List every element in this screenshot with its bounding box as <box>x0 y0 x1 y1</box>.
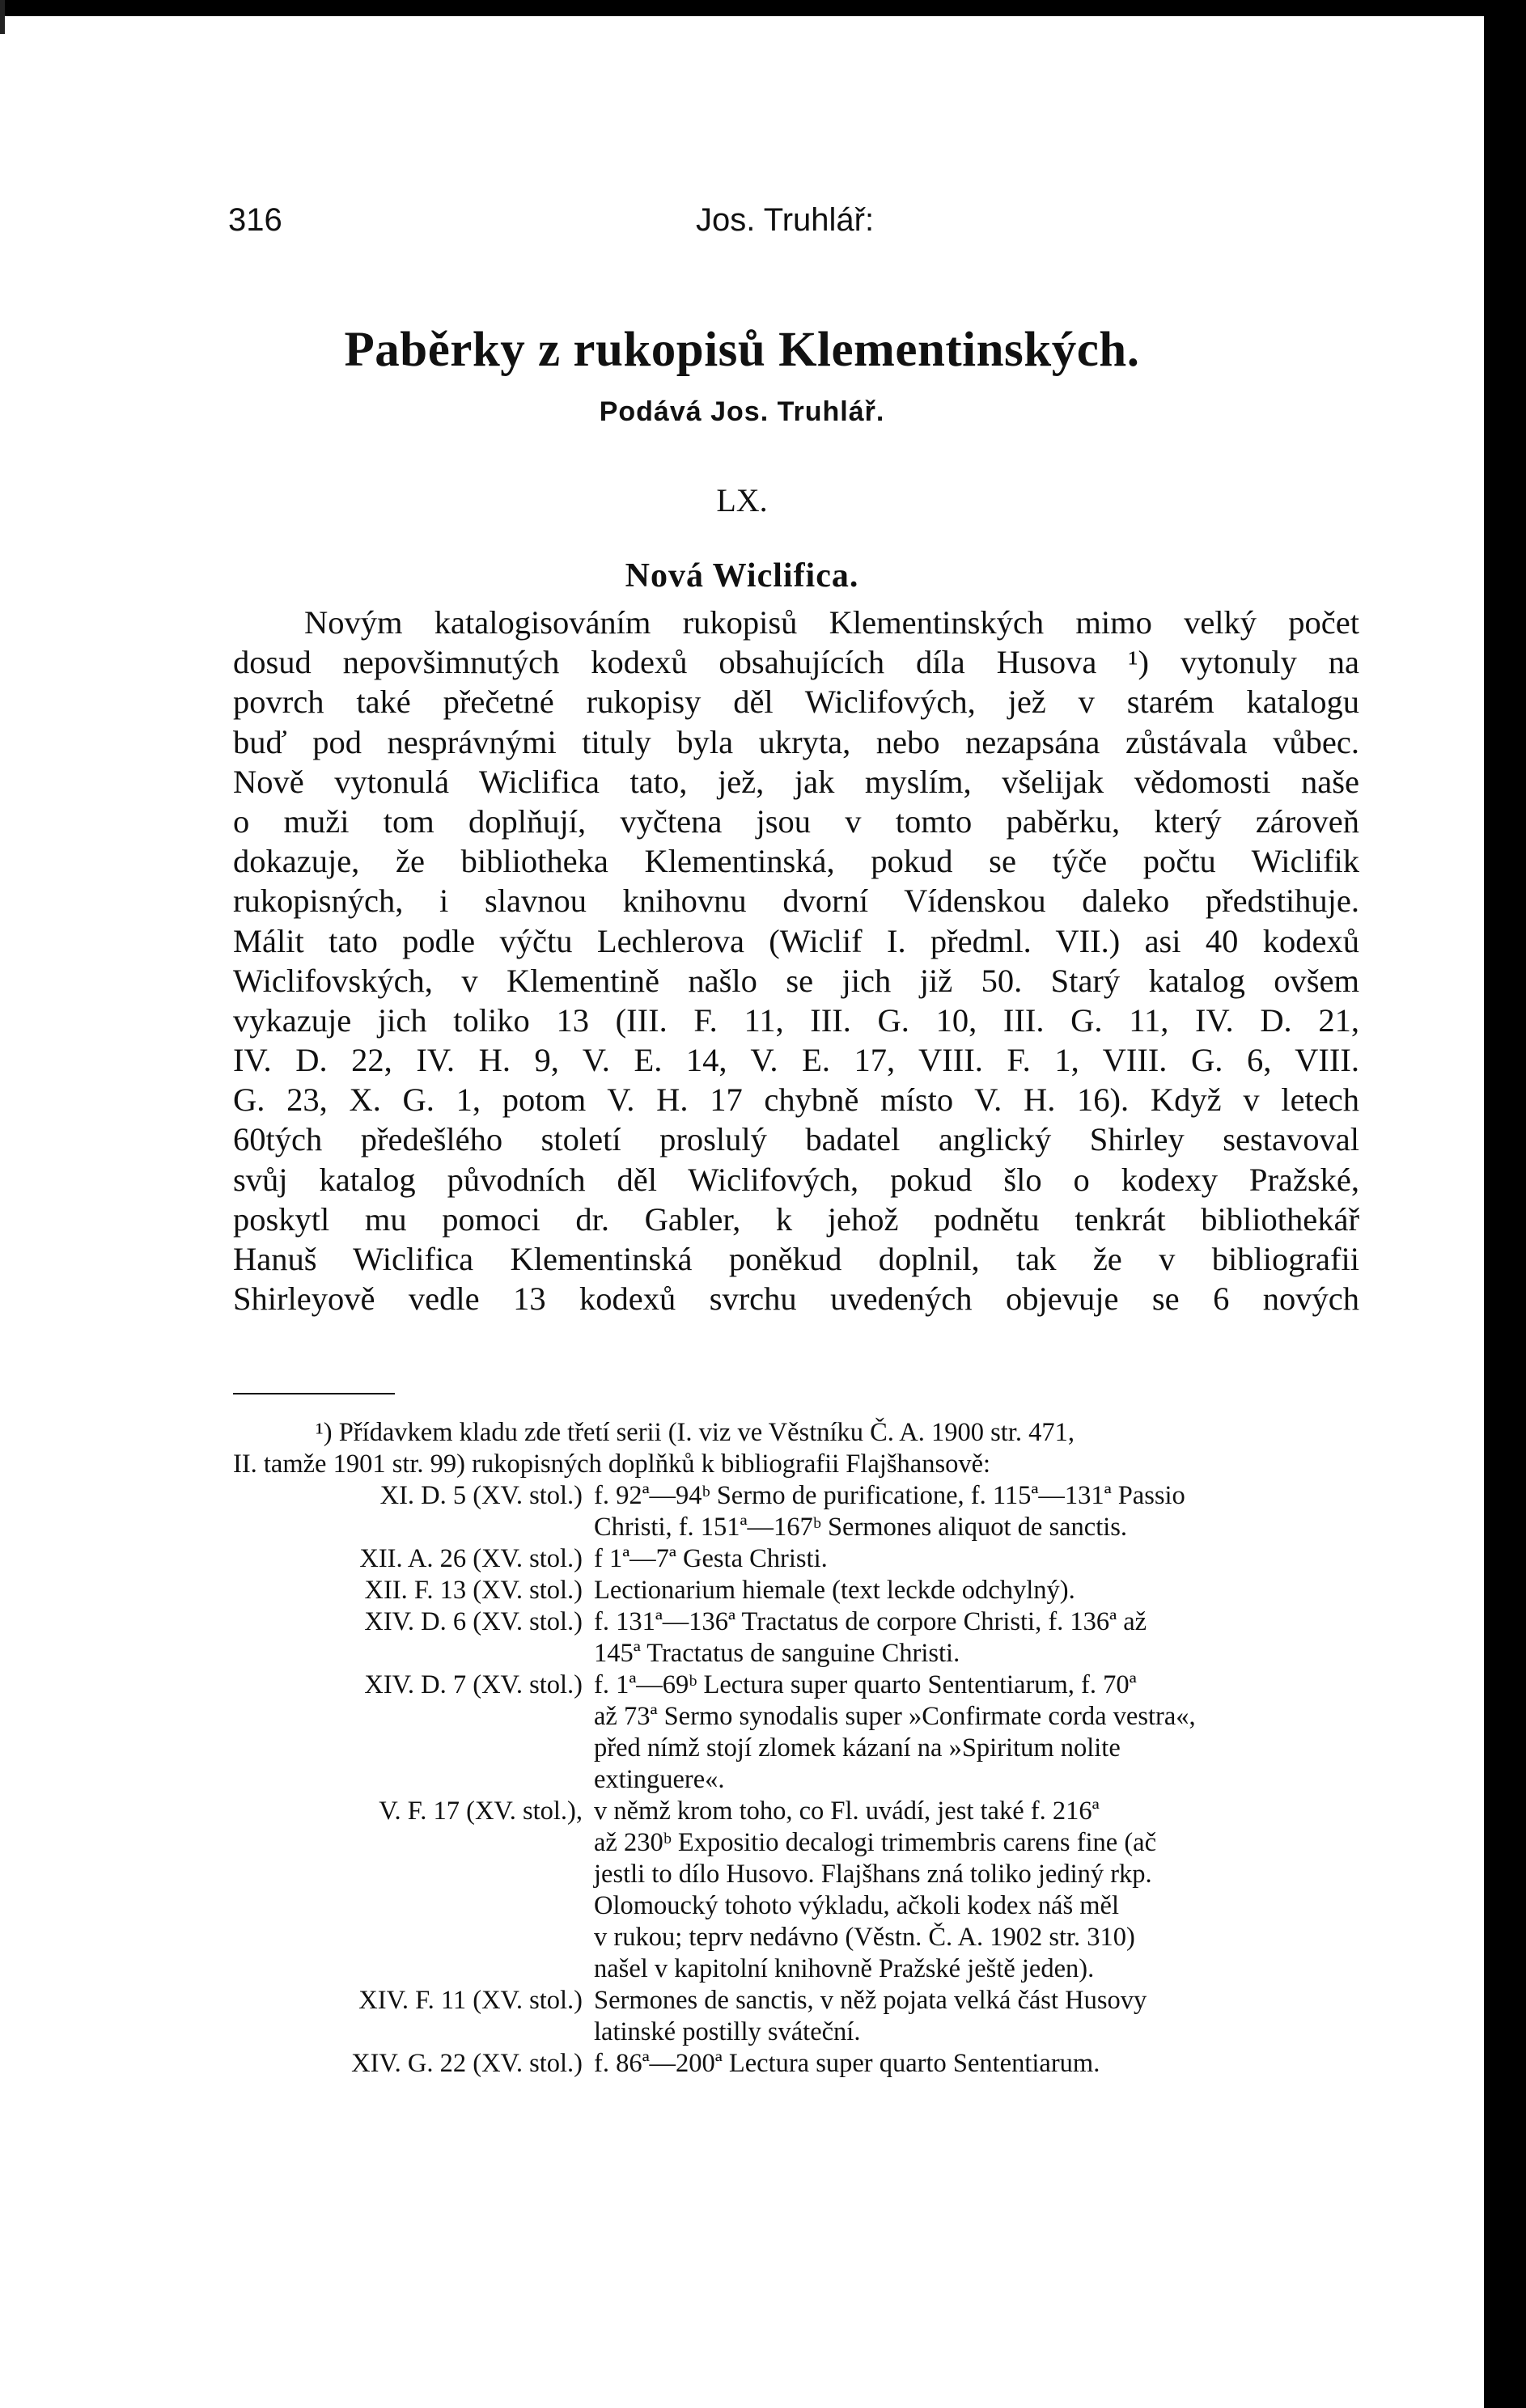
body-line: povrch také přečetné rukopisy děl Wiclifových, jež v starém katalogu <box>233 683 1359 721</box>
entry-line: f. 131ª—136ª Tractatus de corpore Christi, f. 136ª až <box>594 1607 1147 1636</box>
entry-line: f 1ª—7ª Gesta Christi. <box>594 1544 828 1573</box>
body-line: vykazuje jich toliko 13 (III. F. 11, III. G. 10, III. G. 11, IV. D. 21, <box>233 1001 1359 1039</box>
entry-line: f. 92ª—94ᵇ Sermo de purificatione, f. 115ª—131ª Passio <box>594 1481 1185 1510</box>
body-line: svůj katalog původních děl Wiclifových, pokud šlo o kodexy Pražské, <box>233 1161 1359 1198</box>
entry-line: až 73ª Sermo synodalis super »Confirmate corda vestra«, <box>594 1702 1196 1731</box>
manuscript-signature: XIV. D. 7 (XV. stol.) <box>364 1670 583 1699</box>
footnote-entry <box>233 1575 1359 1606</box>
entry-line: v němž krom toho, co Fl. uvádí, jest také f. 216ª <box>594 1796 1100 1826</box>
entry-line: f. 1ª—69ᵇ Lectura super quarto Sententiarum, f. 70ª <box>594 1670 1137 1699</box>
entry-line: 145ª Tractatus de sanguine Christi. <box>594 1639 960 1668</box>
article-title: Paběrky z rukopisů Klementinských. <box>344 323 1140 377</box>
body-line: dosud nepovšimnutých kodexů obsahujících díla Husova ¹) vytonuly na <box>233 644 1359 681</box>
manuscript-signature: XIV. D. 6 (XV. stol.) <box>364 1607 583 1636</box>
part-number: LX. <box>716 482 768 518</box>
manuscript-signature: XII. F. 13 (XV. stol.) <box>364 1576 583 1605</box>
footnote-entry <box>233 1670 1359 1796</box>
section-heading: Nová Wiclifica. <box>625 557 859 595</box>
entry-line: našel v kapitolní knihovně Pražské ještě jeden). <box>594 1954 1095 1983</box>
entry-line: latinské postilly sváteční. <box>594 2017 861 2046</box>
entry-line: extinguere«. <box>594 1765 725 1794</box>
page-number: 316 <box>228 202 282 238</box>
entry-line: před nímž stojí zlomek kázaní na »Spiritum nolite <box>594 1733 1121 1763</box>
body-line: poskytl mu pomoci dr. Gabler, k jehož podnětu tenkrát bibliothekář <box>233 1200 1359 1238</box>
running-header <box>0 202 1484 251</box>
manuscript-signature: XIV. F. 11 (XV. stol.) <box>358 1986 583 2015</box>
manuscript-signature: XIV. G. 22 (XV. stol.) <box>351 2049 583 2078</box>
entry-line: až 230ᵇ Expositio decalogi trimembris carens fine (ač <box>594 1828 1157 1857</box>
entry-line: v rukou; teprv nedávno (Věstn. Č. A. 1902 str. 310) <box>594 1923 1135 1952</box>
manuscript-signature: V. F. 17 (XV. stol.), <box>379 1796 583 1826</box>
body-line: Novým katalogisováním rukopisů Klementinských mimo velký počet <box>304 604 1359 641</box>
footnote-line: II. tamže 1901 str. 99) rukopisných doplňků k bibliografii Flajšhansově: <box>233 1449 991 1479</box>
body-line: o muži tom doplňují, vyčtena jsou v tomto paběrku, který zároveň <box>233 802 1359 840</box>
footnote-entry <box>233 1480 1359 1543</box>
running-head: Jos. Truhlář: <box>696 202 875 238</box>
body-line: dokazuje, že bibliotheka Klementinská, pokud se týče počtu Wiclifik <box>233 843 1359 880</box>
footnote-entry <box>233 1985 1359 2048</box>
body-line: Nově vytonulá Wiclifica tato, jež, jak myslím, všelijak vědomosti naše <box>233 763 1359 800</box>
body-line: Wiclifovských, v Klementině našlo se jich již 50. Starý katalog ovšem <box>233 962 1359 999</box>
footnote <box>233 1417 1359 2080</box>
body-line: G. 23, X. G. 1, potom V. H. 17 chybně místo V. H. 16). Když v letech <box>233 1081 1359 1119</box>
manuscript-signature: XI. D. 5 (XV. stol.) <box>379 1481 583 1510</box>
body-line: Hanuš Wiclifica Klementinská poněkud doplnil, tak že v bibliografii <box>233 1241 1359 1277</box>
footnote-entry <box>233 1796 1359 1985</box>
manuscript-signature: XII. A. 26 (XV. stol.) <box>359 1544 583 1573</box>
entry-line: jestli to dílo Husovo. Flajšhans zná toliko jediný rkp. <box>594 1860 1152 1889</box>
body-paragraph <box>233 603 1359 1318</box>
body-line: rukopisných, i slavnou knihovnu dvorní Vídenskou daleko předstihuje. <box>233 882 1359 920</box>
footnote-entry <box>233 1543 1359 1575</box>
entry-line: f. 86ª—200ª Lectura super quarto Sententiarum. <box>594 2049 1100 2078</box>
entry-line: Christi, f. 151ª—167ᵇ Sermones aliquot de sanctis. <box>594 1513 1128 1542</box>
article-byline: Podává Jos. Truhlář. <box>599 396 885 427</box>
body-line: Málit tato podle výčtu Lechlerova (Wiclif I. předml. VII.) asi 40 kodexů <box>233 922 1359 959</box>
body-line: 60tých předešlého století proslulý badatel anglický Shirley sestavoval <box>233 1121 1359 1158</box>
footnote-entry <box>233 1606 1359 1670</box>
entry-line: Sermones de sanctis, v něž pojata velká část Husovy <box>594 1986 1147 2015</box>
body-line: IV. D. 22, IV. H. 9, V. E. 14, V. E. 17, VIII. F. 1, VIII. G. 6, VIII. <box>233 1042 1359 1079</box>
scan-border-right <box>1484 0 1526 2408</box>
footnote-line: ¹) Přídavkem kladu zde třetí serii (I. viz ve Věstníku Č. A. 1900 str. 471, <box>316 1418 1075 1447</box>
footnote-entry <box>233 2048 1359 2080</box>
footnote-divider <box>233 1393 395 1394</box>
body-line: buď pod nesprávnými tituly byla ukryta, nebo nezapsána zůstávala vůbec. <box>233 723 1359 760</box>
body-line: Shirleyově vedle 13 kodexů svrchu uvedených objevuje se 6 nových <box>233 1280 1359 1318</box>
entry-line: Olomoucký tohoto výkladu, ačkoli kodex náš měl <box>594 1891 1119 1920</box>
entry-line: Lectionarium hiemale (text leckde odchylný). <box>594 1576 1075 1605</box>
scan-border-top-inner <box>0 16 1526 34</box>
